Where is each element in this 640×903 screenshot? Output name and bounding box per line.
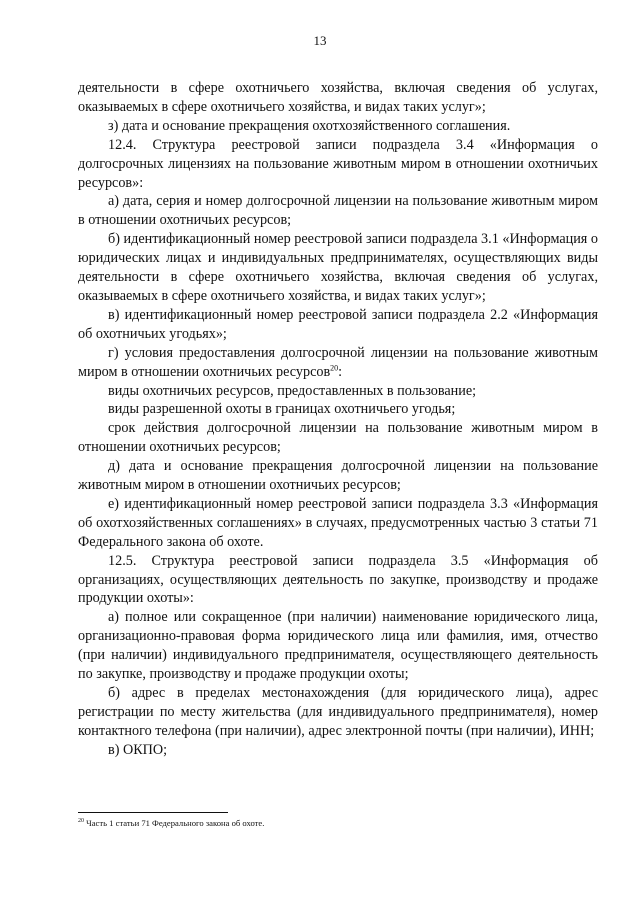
page-number: 13 bbox=[313, 33, 327, 48]
paragraph: д) дата и основание прекращения долгосрочной лицензии на пользование животным миром в отношении охотничьих ресурсов; bbox=[78, 458, 598, 494]
paragraph: з) дата и основание прекращения охотхозяйственного соглашения. bbox=[108, 117, 511, 134]
paragraph: срок действия долгосрочной лицензии на пользование животным миром в отношении охотничьих ресурсов; bbox=[78, 420, 598, 456]
paragraph: виды разрешенной охоты в границах охотничьего угодья; bbox=[108, 401, 456, 418]
footnote-text: Часть 1 статьи 71 Федерального закона об охоте. bbox=[84, 818, 265, 828]
paragraph: 12.5. Структура реестровой записи подраздела 3.5 «Информация об организациях, осуществляющих деятельность по закупке, производству и продаже продукции охоты»: bbox=[78, 552, 598, 607]
document-body bbox=[78, 79, 598, 760]
footnote bbox=[78, 818, 598, 829]
footnote-divider bbox=[78, 812, 228, 813]
paragraph: е) идентификационный номер реестровой записи подраздела 3.3 «Информация об охотхозяйственных соглашениях» в случаях, предусмотренных частью 3 статьи 71 Федерального закона об охоте. bbox=[78, 495, 598, 550]
paragraph-text: г) условия предоставления долгосрочной лицензии на пользование животным миром в отношении охотничьих ресурсов bbox=[78, 344, 598, 380]
paragraph-with-footnote-ref bbox=[78, 344, 598, 382]
footnote-mark: 20 bbox=[78, 818, 84, 825]
paragraph: б) адрес в пределах местонахождения (для юридического лица), адрес регистрации по месту жительства (для индивидуального предпринимателя), номер контактного телефона (при наличии), адрес электронной почты (при наличии), ИНН; bbox=[78, 685, 598, 739]
footnote-reference: 20 bbox=[330, 362, 339, 372]
paragraph: 12.4. Структура реестровой записи подраздела 3.4 «Информация о долгосрочных лицензиях на пользование животным миром в отношении охотничьих ресурсов»: bbox=[78, 136, 598, 191]
paragraph: а) полное или сокращенное (при наличии) наименование юридического лица, организационно-правовая форма юридического лица или фамилия, имя, отчество (при наличии) индивидуального предпринимателя, осуществляющего деятельность по закупке, производству и продаже продукции охоты; bbox=[78, 609, 598, 683]
paragraph: виды охотничьих ресурсов, предоставленных в пользование; bbox=[108, 382, 477, 399]
paragraph: в) ОКПО; bbox=[108, 741, 168, 758]
paragraph: деятельности в сфере охотничьего хозяйства, включая сведения об услугах, оказываемых в сфере охотничьего хозяйства, и видах таких услуг»; bbox=[78, 80, 598, 115]
paragraph: в) идентификационный номер реестровой записи подраздела 2.2 «Информация об охотничьих угодьях»; bbox=[78, 306, 598, 342]
paragraph: а) дата, серия и номер долгосрочной лицензии на пользование животным миром в отношении охотничьих ресурсов; bbox=[78, 193, 598, 229]
paragraph: б) идентификационный номер реестровой записи подраздела 3.1 «Информация о юридических лицах и индивидуальных предпринимателях, осуществляющих виды деятельности в сфере охотничьего хозяйства, включая сведения об услугах, оказываемых в сфере охотничьего хозяйства, и видах таких услуг»; bbox=[78, 231, 598, 304]
paragraph-text-end: : bbox=[338, 363, 343, 380]
